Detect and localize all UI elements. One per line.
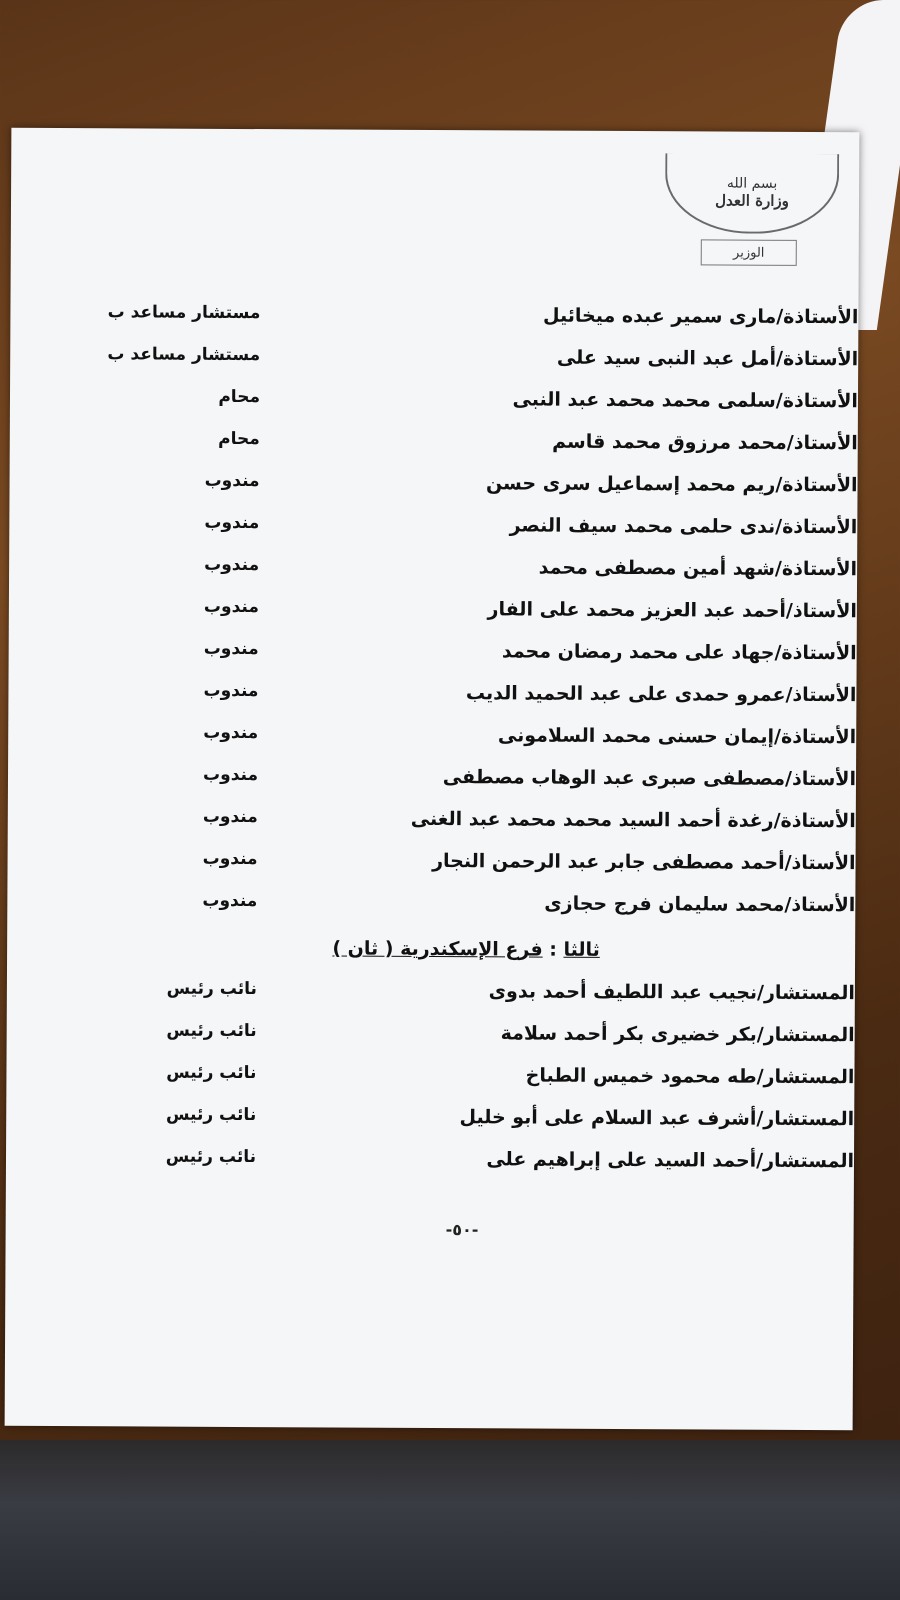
person-name: الأستاذة/إيمان حسنى محمد السلامونى xyxy=(497,724,857,749)
person-name: المستشار/أشرف عبد السلام على أبو خليل xyxy=(459,1106,855,1131)
list-item xyxy=(9,638,857,676)
seal-top-text: بسم الله xyxy=(726,175,778,192)
person-title: مندوب xyxy=(202,806,258,828)
person-title: مستشار مساعد ب xyxy=(107,344,261,366)
person-name: الأستاذ/عمرو حمدى على عبد الحميد الديب xyxy=(465,682,857,707)
background-fabric xyxy=(0,1440,900,1600)
list-item xyxy=(9,596,857,634)
person-title: محام xyxy=(218,386,261,408)
person-name: الأستاذة/مارى سمير عبده ميخائيل xyxy=(543,304,859,329)
list-item xyxy=(9,512,857,550)
person-name: الأستاذ/أحمد مصطفى جابر عبد الرحمن النجار xyxy=(432,850,856,875)
person-title: محام xyxy=(218,428,260,450)
person-title: مندوب xyxy=(203,596,259,618)
person-title: مندوب xyxy=(202,848,258,870)
person-title: مندوب xyxy=(202,890,258,912)
list-item xyxy=(8,722,856,760)
minister-label: الوزير xyxy=(701,239,797,266)
person-name: الأستاذة/جهاد على محمد رمضان محمد xyxy=(501,640,857,665)
section-ordinal: ثالثا xyxy=(563,938,600,961)
list-item xyxy=(6,1104,854,1142)
list-item xyxy=(10,428,858,466)
list-item xyxy=(8,806,856,844)
person-title: مندوب xyxy=(204,554,260,576)
person-name: الأستاذة/شهد أمين مصطفى محمد xyxy=(538,556,858,581)
list-item xyxy=(7,1020,855,1058)
section-heading xyxy=(7,936,855,962)
person-title: نائب رئيس xyxy=(166,978,257,1000)
section-branch: فرع الإسكندرية ( ثان ) xyxy=(332,937,543,961)
person-title: نائب رئيس xyxy=(166,1020,257,1042)
ministry-seal xyxy=(665,153,839,234)
section-separator: : xyxy=(542,938,564,961)
person-name: المستشار/أحمد السيد على إبراهيم على xyxy=(486,1148,855,1173)
list-item xyxy=(8,764,856,802)
person-title: مندوب xyxy=(203,722,259,744)
person-name: الأستاذة/سلمى محمد محمد عبد النبى xyxy=(512,388,859,413)
person-title: مندوب xyxy=(203,680,259,702)
list-item xyxy=(10,344,858,382)
person-name: الأستاذ/مصطفى صبرى عبد الوهاب مصطفى xyxy=(442,766,857,791)
list-item xyxy=(10,386,858,424)
list-item xyxy=(7,978,855,1016)
person-title: نائب رئيس xyxy=(166,1062,257,1084)
person-name: الأستاذة/أمل عبد النبى سيد على xyxy=(556,346,859,371)
person-title: مندوب xyxy=(203,638,259,660)
list-item xyxy=(9,554,857,592)
list-item xyxy=(9,470,857,508)
person-title: نائب رئيس xyxy=(165,1104,257,1126)
person-title: نائب رئيس xyxy=(165,1146,257,1168)
person-title: مستشار مساعد ب xyxy=(107,302,261,324)
person-name: الأستاذة/رغدة أحمد السيد محمد محمد عبد الغنى xyxy=(410,807,856,833)
person-name: الأستاذ/أحمد عبد العزيز محمد على الفار xyxy=(487,598,857,623)
person-name: المستشار/نجيب عبد اللطيف أحمد بدوى xyxy=(488,980,855,1005)
person-name: الأستاذة/ريم محمد إسماعيل سرى حسن xyxy=(485,472,858,497)
list-item xyxy=(6,1146,854,1184)
person-name: الأستاذة/ندى حلمى محمد سيف النصر xyxy=(509,514,858,539)
list-item xyxy=(7,890,855,928)
list-item xyxy=(8,680,856,718)
page-number: -٥٠- xyxy=(445,1220,479,1240)
person-name: المستشار/بكر خضيرى بكر أحمد سلامة xyxy=(500,1022,855,1047)
person-name: المستشار/طه محمود خميس الطباخ xyxy=(525,1064,855,1089)
person-title: مندوب xyxy=(204,470,260,492)
person-title: مندوب xyxy=(203,764,259,786)
person-name: الأستاذ/محمد سليمان فرج حجازى xyxy=(544,892,856,917)
list-item xyxy=(6,1062,854,1100)
list-item xyxy=(10,302,858,340)
seal-title: وزارة العدل xyxy=(715,191,789,210)
list-item xyxy=(7,848,855,886)
document-page xyxy=(5,128,860,1430)
person-name: الأستاذ/محمد مرزوق محمد قاسم xyxy=(552,430,858,455)
person-title: مندوب xyxy=(204,512,260,534)
